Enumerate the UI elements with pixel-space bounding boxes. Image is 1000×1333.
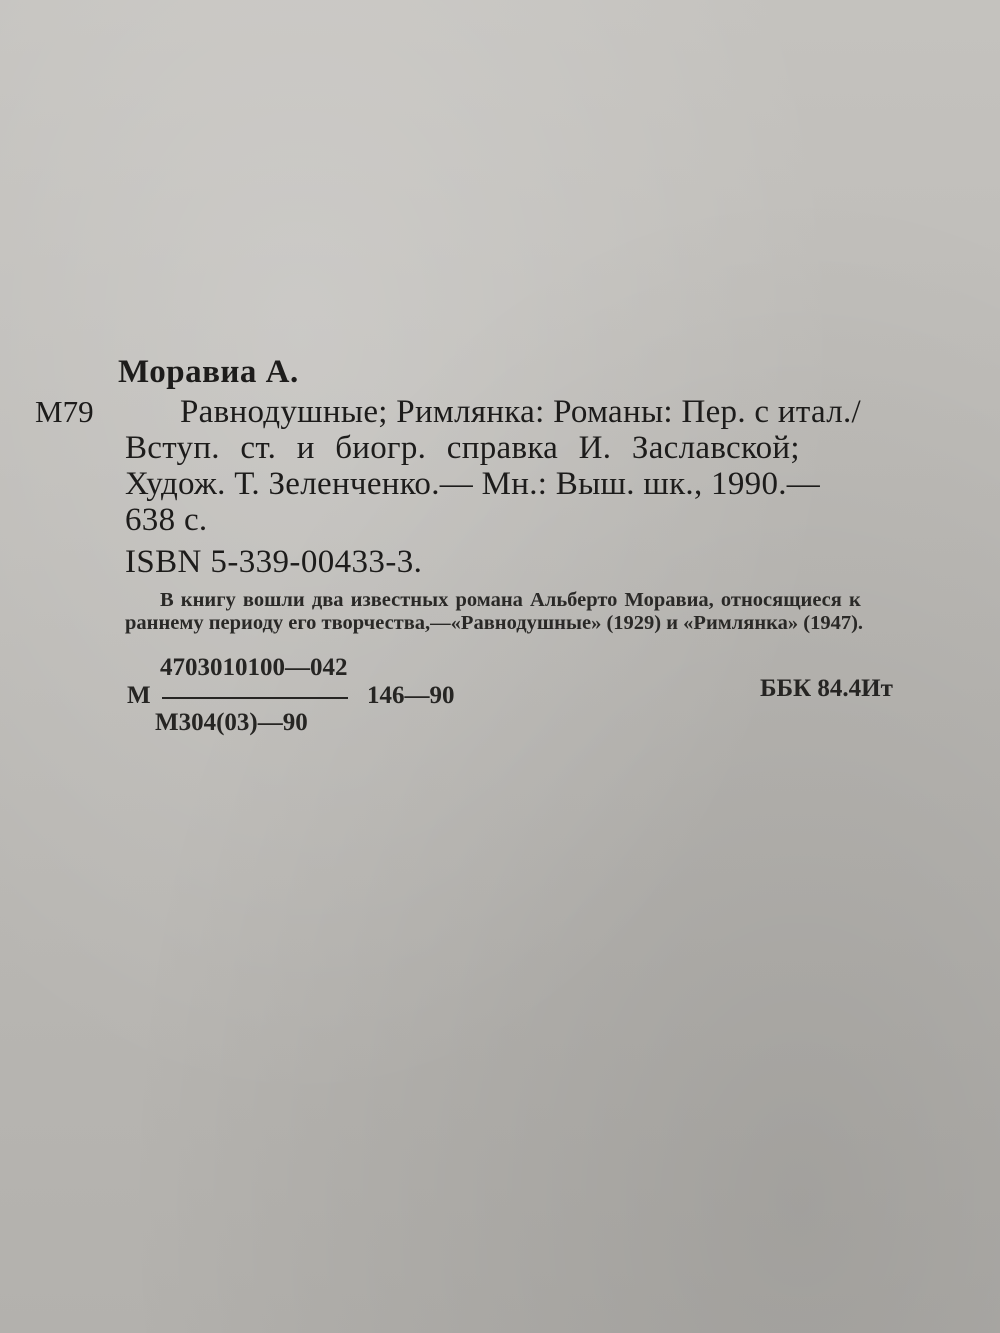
isbn: ISBN 5-339-00433-3.	[125, 544, 423, 580]
author-code: М79	[35, 394, 94, 429]
annotation-line-1: В книгу вошли два известных романа Альберто Моравиа, относящиеся к	[160, 589, 861, 611]
fraction-rule	[162, 697, 348, 699]
description-line-3: Худож. Т. Зеленченко.— Мн.: Выш. шк., 1990.—	[125, 466, 821, 502]
catalog-prefix: М	[127, 682, 151, 709]
catalog-denominator: М304(03)—90	[155, 709, 308, 736]
description-line-2: Вступ. ст. и биогр. справка И. Заславской;	[125, 430, 800, 466]
catalog-numerator: 4703010100—042	[160, 654, 348, 681]
description-line-1: Равнодушные; Римлянка: Романы: Пер. с итал./	[180, 394, 862, 430]
annotation-line-2: раннему периоду его творчества,—«Равнодушные» (1929) и «Римлянка» (1947).	[125, 612, 864, 634]
bbk-index: ББК 84.4Ит	[760, 675, 893, 702]
catalog-number: 146—90	[367, 682, 455, 709]
description-line-4: 638 с.	[125, 502, 208, 538]
author-name: Моравиа А.	[118, 354, 299, 390]
